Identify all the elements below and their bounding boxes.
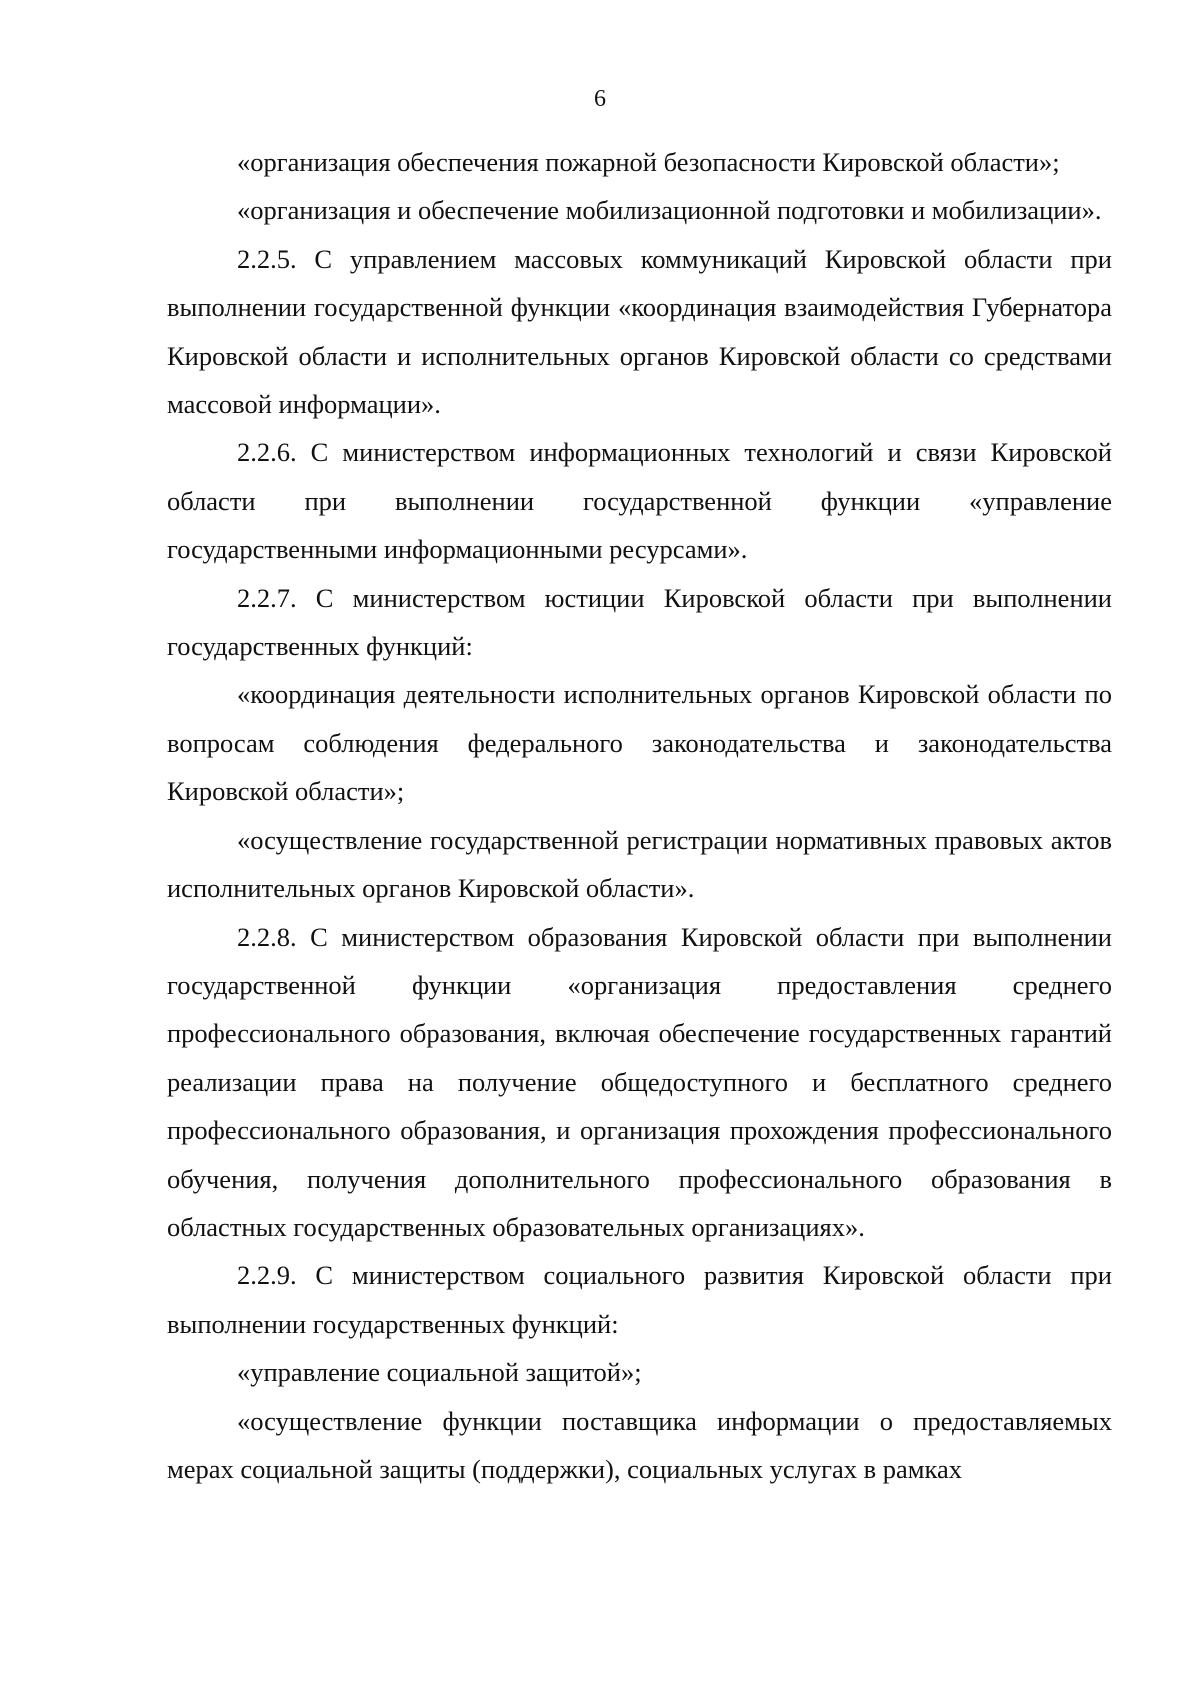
document-body (167, 138, 1112, 1493)
paragraph-2-2-7: 2.2.7. С министерством юстиции Кировской области при выполнении государственных функций: (167, 582, 1112, 662)
paragraph-fire-safety: «организация обеспечения пожарной безопасности Кировской области»; (237, 147, 1060, 177)
paragraph-2-2-9: 2.2.9. С министерством социального развития Кировской области при выполнении государственных функций: (167, 1260, 1112, 1339)
paragraph-registration: «осуществление государственной регистрации нормативных правовых актов исполнительных органов Кировской области». (167, 824, 1112, 904)
paragraph-mobilization: «организация и обеспечение мобилизационной подготовки и мобилизации». (237, 195, 1102, 226)
page-number: 6 (594, 86, 606, 112)
paragraph-social-protection: «управление социальной защитой»; (237, 1357, 642, 1388)
paragraph-2-2-8: 2.2.8. С министерством образования Кировской области при выполнении государственной функции «организация предоставления среднего профессионального образования, включая обеспечение государственных гарантий реализации права на получение общедоступного и бесплатного среднего профессионального образования, и организация прохождения профессионального обучения, получения дополнительного профессионального образования в областных государственных образовательных организациях». (167, 921, 1112, 1242)
paragraph-2-2-6: 2.2.6. С министерством информационных технологий и связи Кировской области при выполнении государственной функции «управление государственными информационными ресурсами». (167, 437, 1112, 565)
paragraph-2-2-5: 2.2.5. С управлением массовых коммуникаций Кировской области при выполнении государственной функции «координация взаимодействия Губернатора Кировской области и исполнительных органов Кировской области со средствами массовой информации». (167, 243, 1112, 420)
paragraph-information-supplier: «осуществление функции поставщика информации о предоставляемых мерах социальной защиты (поддержки), социальных услугах в рамках (167, 1405, 1112, 1484)
paragraph-coordination: «координация деятельности исполнительных органов Кировской области по вопросам соблюдения федерального законодательства и законодательства Кировской области»; (167, 679, 1112, 807)
